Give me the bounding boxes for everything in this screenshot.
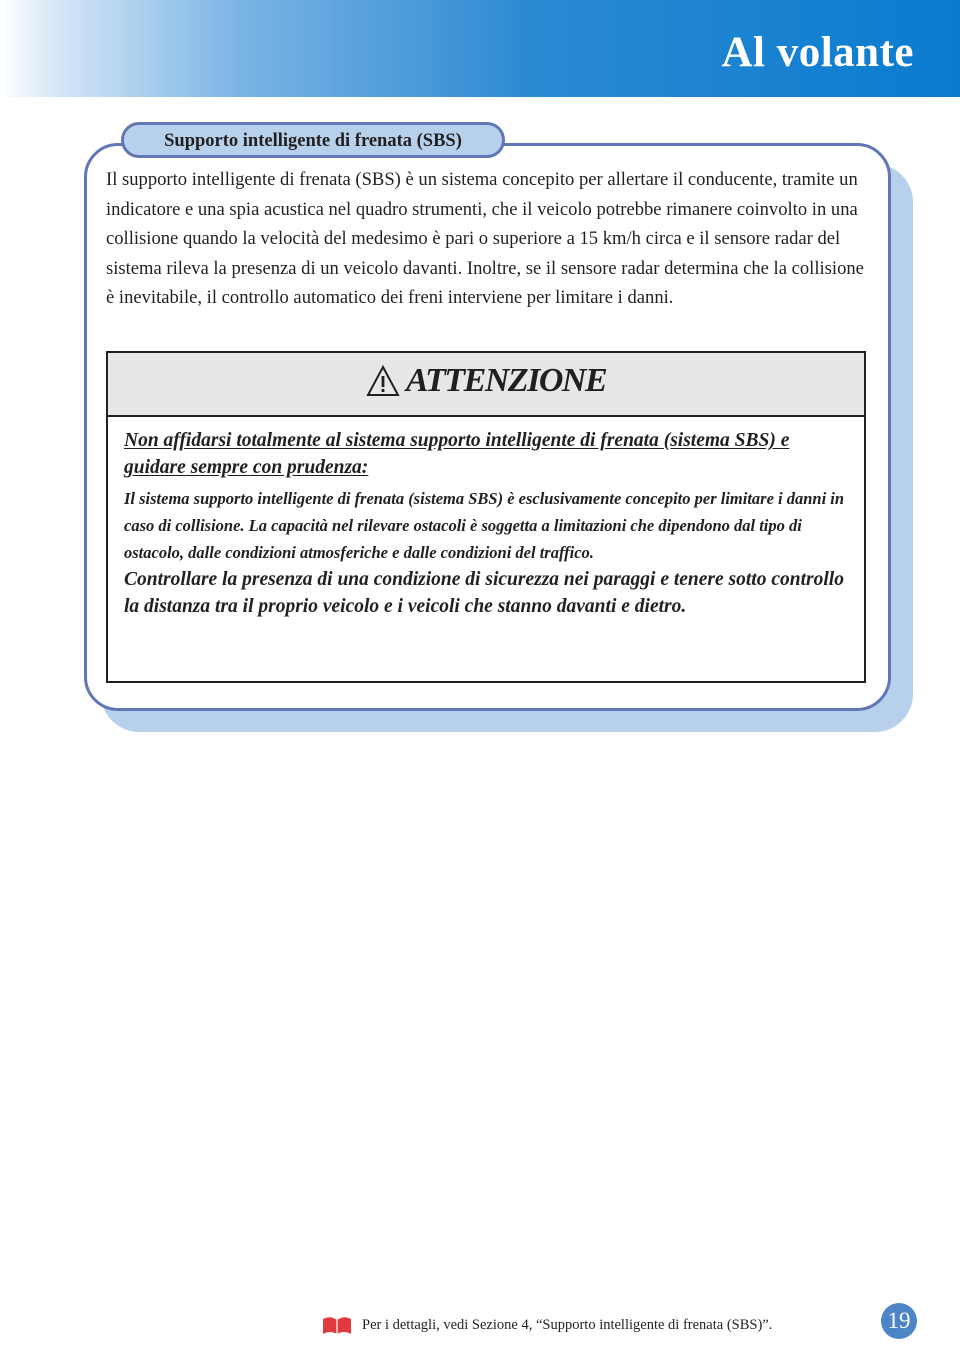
warning-text: Il sistema supporto intelligente di frenata (sistema SBS) è esclusivamente concepito per limitare i danni in caso di collisione. La capacità nel rilevare ostacoli è soggetta a limitazioni che dipendono dal tipo di ostacolo, dalle condizioni atmosferiche e dalle condizioni del traffico. — [124, 489, 845, 562]
warning-emphasis: Controllare la presenza di una condizione di sicurezza nei paraggi e tenere sotto controllo la distanza tra il proprio veicolo e i veicoli che stanno davanti e dietro. — [124, 569, 844, 617]
warning-body — [108, 417, 864, 620]
intro-paragraph: Il supporto intelligente di frenata (SBS) è un sistema concepito per allertare il conducente, tramite un indicatore e una spia acustica nel quadro strumenti, che il veicolo potrebbe rimanere coinvolto in una collisione quando la velocità del medesimo è pari o superiore a 15 km/h circa e il sensore radar del sistema rileva la presenza di un veicolo davanti. Inoltre, se il sensore radar determina che la collisione è inevitabile, il controllo automatico dei freni interviene per limitare i danni. — [106, 169, 864, 308]
page-number: 19 — [881, 1303, 917, 1339]
section-tab-title: Supporto intelligente di frenata (SBS) — [121, 122, 505, 158]
footer-reference-text: Per i dettagli, vedi Sezione 4, “Supporto intelligente di frenata (SBS)”. — [362, 1316, 773, 1333]
book-icon — [322, 1315, 352, 1335]
warning-subtitle: Non affidarsi totalmente al sistema supporto intelligente di frenata (sistema SBS) e guidare sempre con prudenza: — [124, 430, 790, 478]
warning-box — [106, 351, 866, 683]
warning-header — [108, 353, 864, 417]
page-header — [0, 0, 960, 97]
warning-triangle-icon — [366, 365, 400, 397]
warning-title: ATTENZIONE — [405, 362, 607, 399]
page-title: Al volante — [721, 29, 914, 76]
footer-reference — [322, 1313, 772, 1337]
